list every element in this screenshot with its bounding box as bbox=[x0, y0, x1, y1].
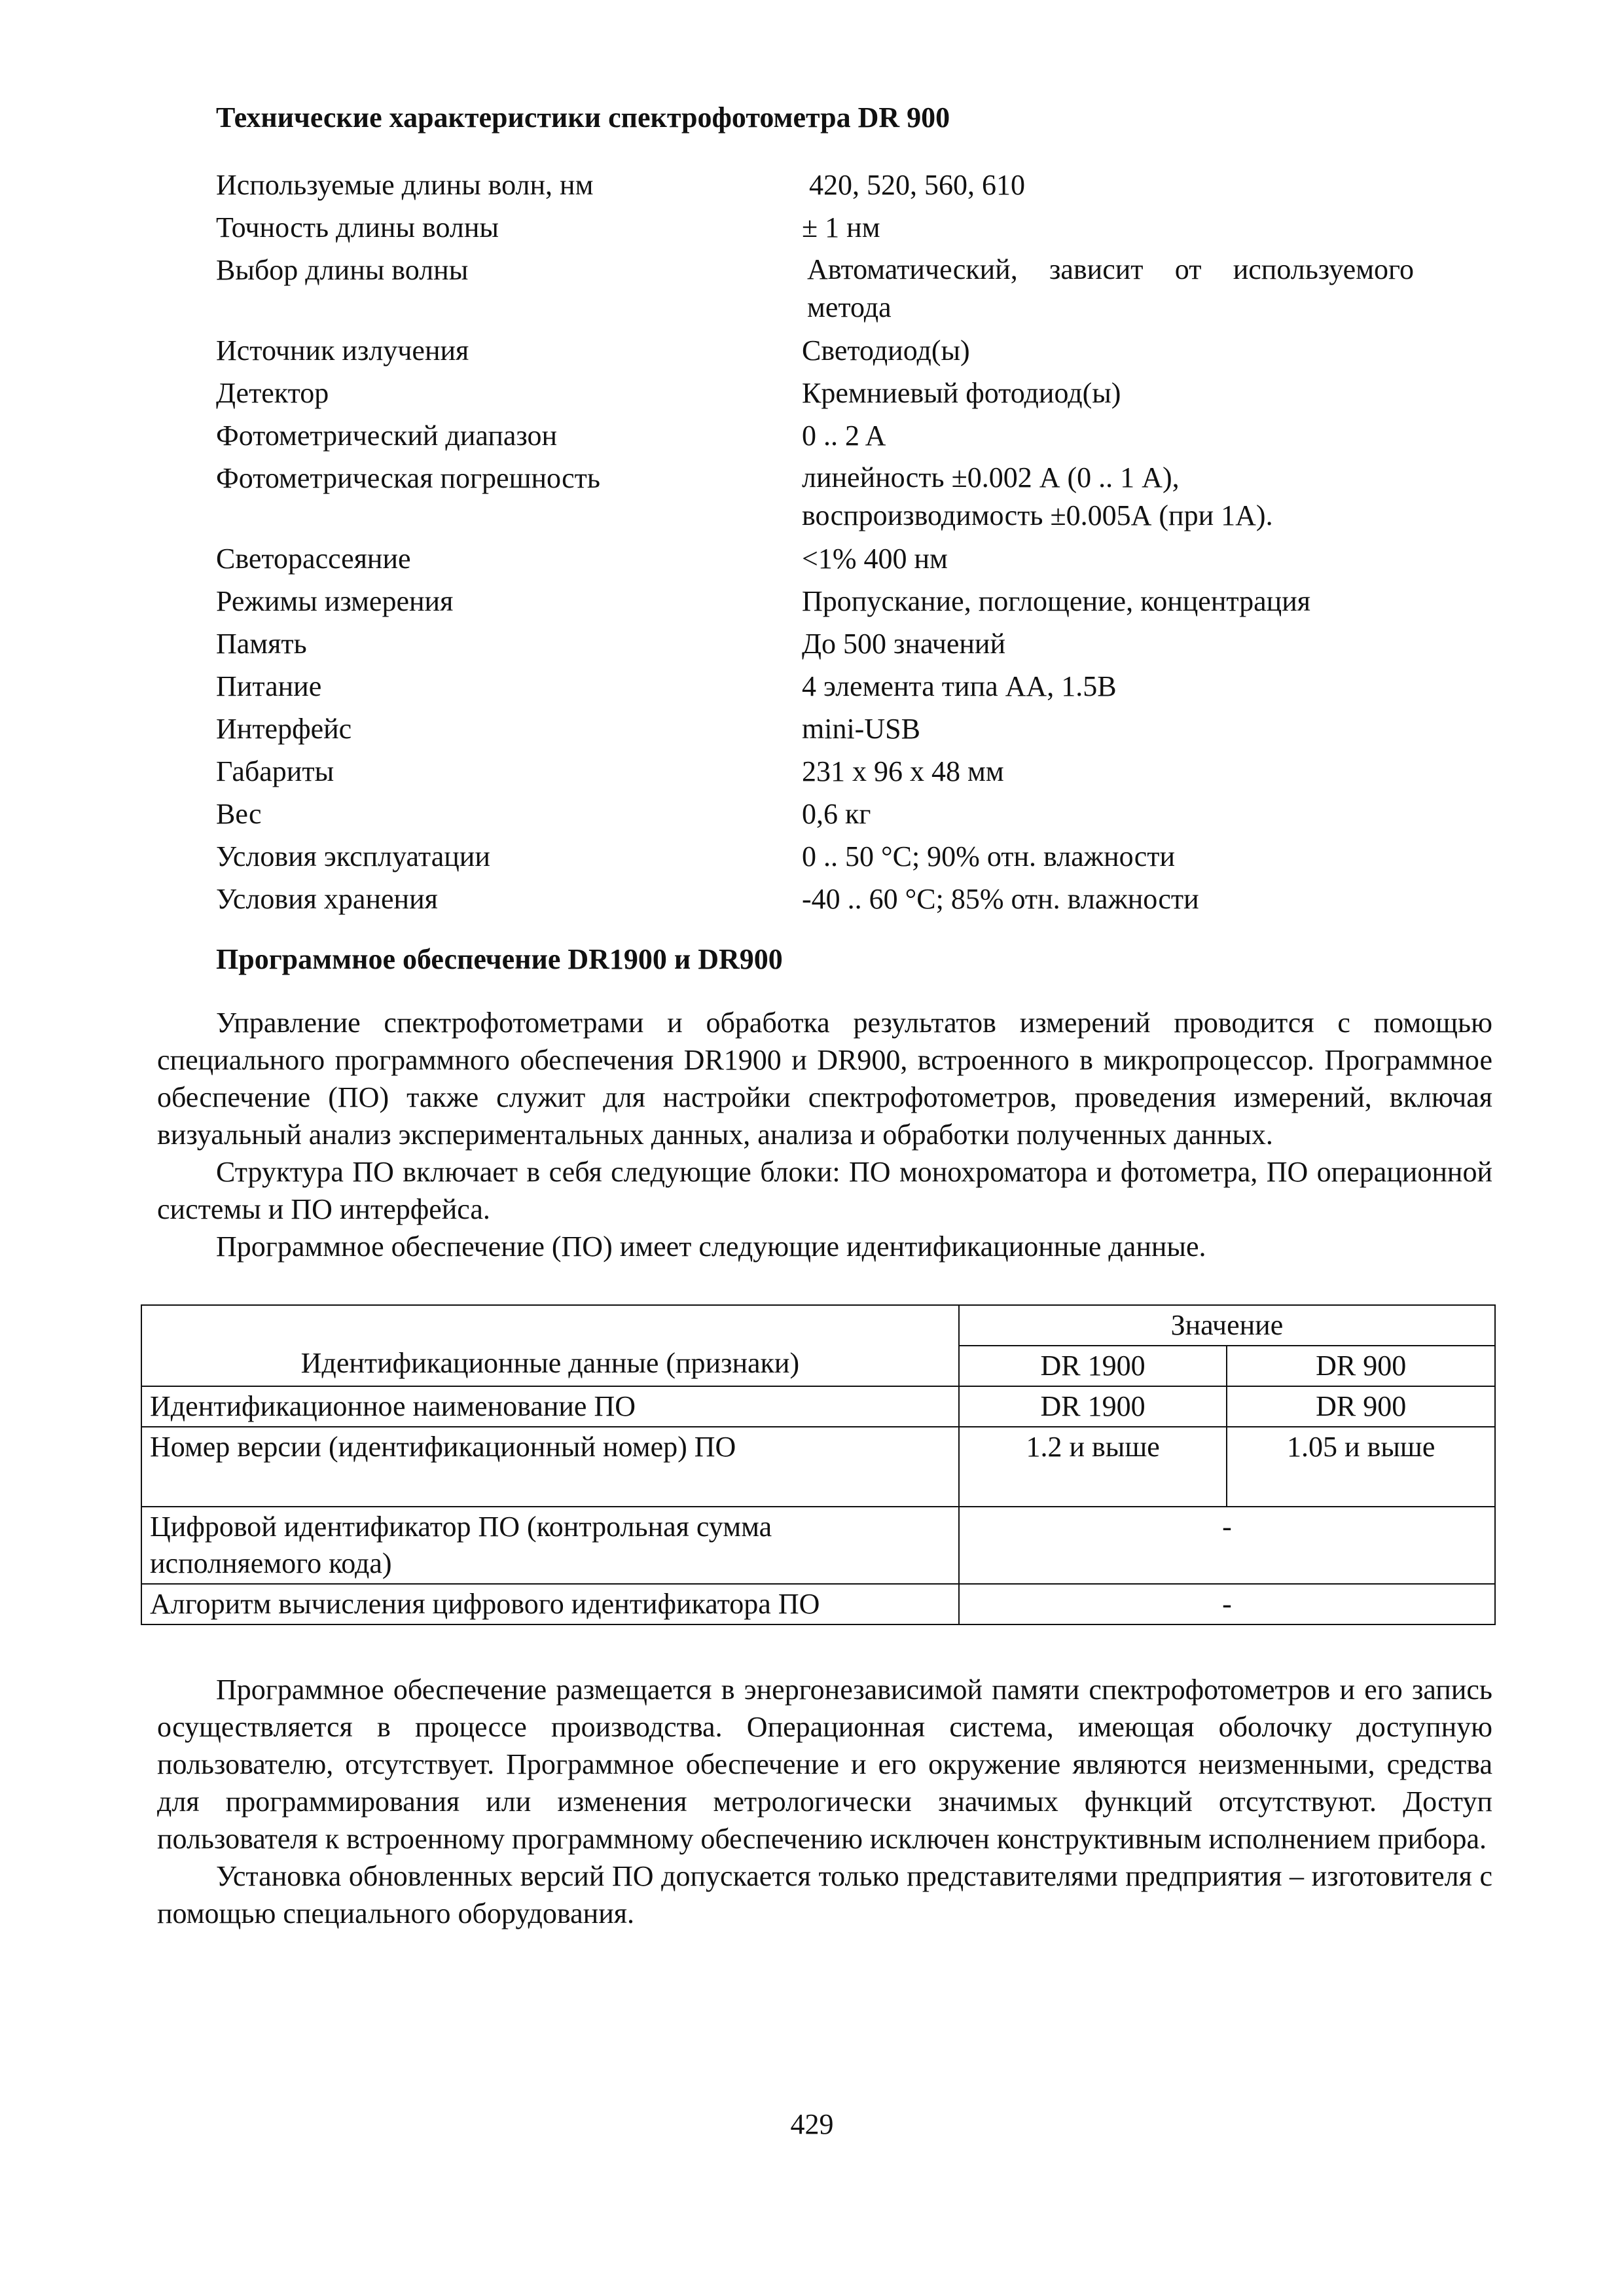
spec-label: Питание bbox=[216, 670, 322, 702]
spec-row bbox=[216, 665, 1492, 708]
paragraph: Управление спектрофотометрами и обработка результатов измерений проводится с помощью специального программного обеспечения DR1900 и DR900, встроенного в микропроцессор. Программное обеспечение (ПО) также служит для настройки спектрофотометров, проведения измерений, включая визуальный анализ экспериментальных данных, анализа и обработки полученных данных. bbox=[157, 1007, 1492, 1151]
table-cell-label: Идентификационное наименование ПО bbox=[141, 1386, 959, 1427]
spec-value: линейность ±0.002 А (0 .. 1 А), воспроизводимость ±0.005А (при 1А). bbox=[802, 461, 1273, 531]
table-cell-merged: - bbox=[959, 1584, 1495, 1624]
table-cell-label: Алгоритм вычисления цифрового идентификатора ПО bbox=[141, 1584, 959, 1624]
spec-value: 0 .. 2 A bbox=[802, 420, 886, 452]
table-header-dr1900: DR 1900 bbox=[959, 1346, 1227, 1386]
spec-value: 0 .. 50 °C; 90% отн. влажности bbox=[802, 840, 1176, 872]
table-cell-label: Номер версии (идентификационный номер) ПО bbox=[141, 1427, 959, 1507]
spec-label: Память bbox=[216, 628, 307, 660]
table-row bbox=[141, 1507, 1495, 1584]
spec-row bbox=[216, 537, 1492, 580]
spec-row bbox=[216, 793, 1492, 835]
spec-value: <1% 400 нм bbox=[802, 543, 948, 575]
spec-title: Технические характеристики спектрофотометра DR 900 bbox=[216, 101, 950, 134]
spec-label: Условия хранения bbox=[216, 883, 438, 915]
spec-value: -40 .. 60 °C; 85% отн. влажности bbox=[802, 883, 1199, 915]
table-row bbox=[141, 1386, 1495, 1427]
spec-label: Фотометрическая погрешность bbox=[216, 462, 600, 494]
table-row bbox=[141, 1427, 1495, 1507]
spec-label: Светорассеяние bbox=[216, 543, 411, 575]
software-section-title: Программное обеспечение DR1900 и DR900 bbox=[216, 943, 783, 975]
spec-row bbox=[216, 164, 1492, 206]
spec-label: Точность длины волны bbox=[216, 211, 499, 243]
software-identification-table bbox=[141, 1304, 1496, 1625]
table-row bbox=[141, 1584, 1495, 1624]
spec-value: Светодиод(ы) bbox=[802, 334, 970, 367]
page-number: 429 bbox=[790, 2108, 834, 2140]
spec-value: До 500 значений bbox=[802, 628, 1006, 660]
spec-row bbox=[216, 249, 1492, 329]
spec-row bbox=[216, 622, 1492, 665]
spec-value: 4 элемента типа AA, 1.5В bbox=[802, 670, 1117, 702]
spec-row bbox=[216, 835, 1492, 878]
spec-value: Автоматический, зависит от используемого метода bbox=[807, 253, 1414, 323]
table-cell-merged: - bbox=[959, 1507, 1495, 1584]
table-cell-value: DR 900 bbox=[1227, 1386, 1495, 1427]
spec-row bbox=[216, 206, 1492, 249]
spec-row bbox=[216, 329, 1492, 372]
spec-value: 231 x 96 x 48 мм bbox=[802, 755, 1004, 787]
spec-row bbox=[216, 372, 1492, 414]
spec-value: 420, 520, 560, 610 bbox=[802, 169, 1025, 201]
spec-value: ± 1 нм bbox=[802, 211, 880, 243]
spec-row bbox=[216, 580, 1492, 622]
spec-row bbox=[216, 878, 1492, 920]
spec-label: Вес bbox=[216, 798, 262, 830]
spec-label: Детектор bbox=[216, 377, 329, 409]
paragraph: Установка обновленных версий ПО допускается только представителями предприятия – изготовителя с помощью специального оборудования. bbox=[157, 1860, 1492, 1929]
spec-value: 0,6 кг bbox=[802, 798, 871, 830]
spec-label: Интерфейс bbox=[216, 713, 352, 745]
spec-list bbox=[216, 164, 1492, 920]
spec-label: Условия эксплуатации bbox=[216, 840, 490, 872]
table-cell-value: DR 1900 bbox=[959, 1386, 1227, 1427]
spec-label: Используемые длины волн, нм bbox=[216, 169, 594, 201]
spec-label: Выбор длины волны bbox=[216, 254, 469, 286]
paragraph: Структура ПО включает в себя следующие блоки: ПО монохроматора и фотометра, ПО операционной системы и ПО интерфейса. bbox=[157, 1156, 1492, 1225]
table-cell-label: Цифровой идентификатор ПО (контрольная сумма исполняемого кода) bbox=[141, 1507, 959, 1584]
table-header-dr900: DR 900 bbox=[1227, 1346, 1495, 1386]
table-cell-value: 1.05 и выше bbox=[1227, 1427, 1495, 1507]
table-cell-value: 1.2 и выше bbox=[959, 1427, 1227, 1507]
spec-label: Режимы измерения bbox=[216, 585, 454, 617]
spec-row bbox=[216, 750, 1492, 793]
spec-label: Габариты bbox=[216, 755, 334, 787]
table-header-row bbox=[141, 1305, 1495, 1346]
closing-paragraphs bbox=[157, 1671, 1492, 1932]
spec-value: Кремниевый фотодиод(ы) bbox=[802, 377, 1121, 409]
spec-value: Пропускание, поглощение, концентрация bbox=[802, 585, 1311, 617]
document-page bbox=[150, 92, 1492, 1932]
table-header-label: Идентификационные данные (признаки) bbox=[141, 1305, 959, 1386]
spec-value: mini-USB bbox=[802, 713, 920, 745]
spec-row bbox=[216, 457, 1492, 537]
spec-label: Фотометрический диапазон bbox=[216, 420, 558, 452]
spec-row bbox=[216, 414, 1492, 457]
table-header-group: Значение bbox=[959, 1305, 1495, 1346]
spec-row bbox=[216, 708, 1492, 750]
paragraph: Программное обеспечение (ПО) имеет следующие идентификационные данные. bbox=[216, 1230, 1206, 1263]
spec-label: Источник излучения bbox=[216, 334, 469, 367]
paragraph: Программное обеспечение размещается в энергонезависимой памяти спектрофотометров и его запись осуществляется в процессе производства. Операционная система, имеющая оболочку доступную пользователю, отсутствует. Программное обеспечение и его окружение являются неизменными, средства для программирования или изменения метрологически значимых функций отсутствуют. Доступ пользователя к встроенному программному обеспечению исключен конструктивным исполнением прибора. bbox=[157, 1674, 1492, 1855]
